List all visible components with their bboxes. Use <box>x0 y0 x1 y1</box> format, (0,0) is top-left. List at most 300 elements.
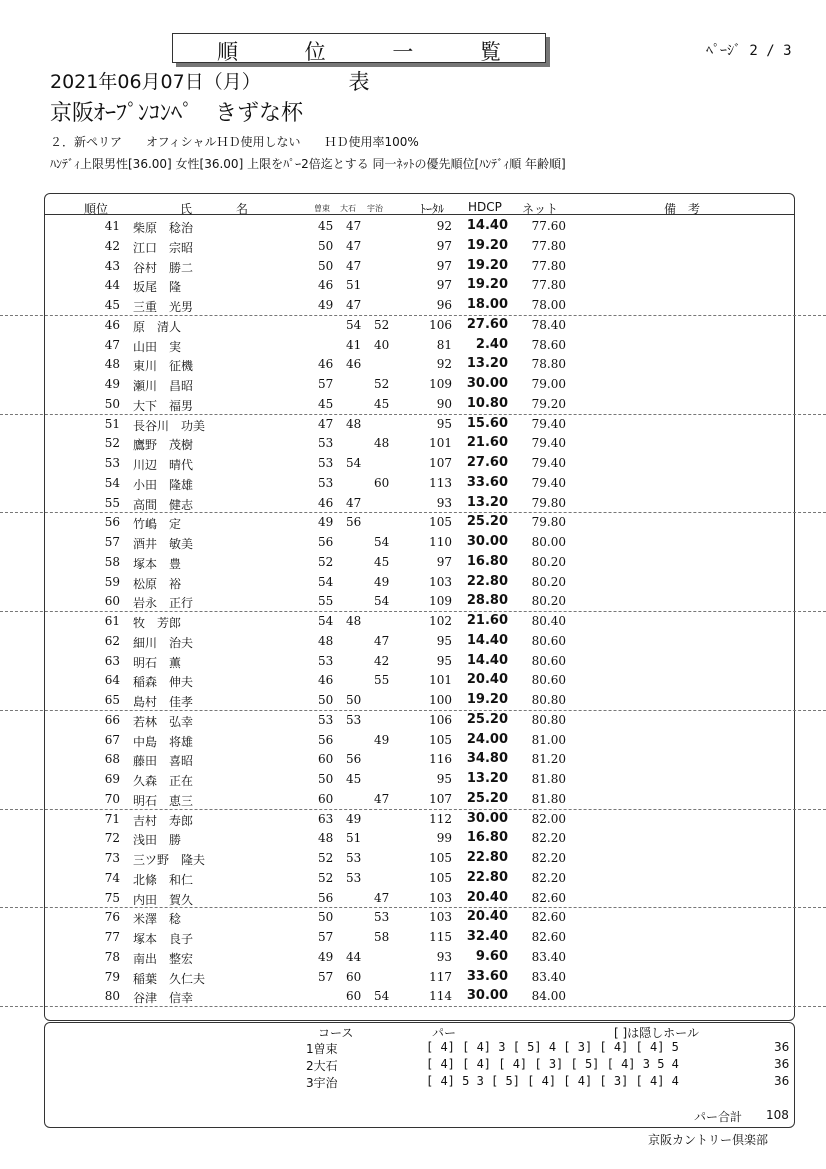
net-score: 82.20 <box>531 831 566 846</box>
course-3-score: 45 <box>374 396 390 411</box>
name-cell: 久森 正在 <box>133 774 194 788</box>
hdcp-value: 19.20 <box>466 692 508 707</box>
hdcp-value: 13.20 <box>466 771 508 786</box>
course-1-score: 46 <box>318 278 334 293</box>
table-row <box>0 927 826 947</box>
col-course-2: 大石 <box>340 204 356 213</box>
name-cell: 明石 恵三 <box>133 793 194 808</box>
col-hdcp: HDCP <box>468 200 502 214</box>
course-1-score: 46 <box>318 673 334 688</box>
total-score: 106 <box>429 712 452 727</box>
course-1-score: 54 <box>318 614 334 628</box>
course-3-score: 54 <box>374 989 390 1004</box>
course-2-score: 47 <box>346 258 362 273</box>
course-par-total: 36 <box>774 1057 790 1071</box>
hdcp-value: 20.40 <box>466 889 508 905</box>
net-score: 79.40 <box>531 436 566 451</box>
col-net: ネット <box>522 202 559 216</box>
course-1-score: 56 <box>318 890 334 905</box>
table-row <box>0 907 826 927</box>
rank-cell: 56 <box>104 515 120 530</box>
net-score: 77.80 <box>531 278 566 293</box>
name-cell: 坂尾 隆 <box>133 280 182 295</box>
name-cell: 北條 和仁 <box>133 872 194 887</box>
course-1-score: 52 <box>318 870 334 885</box>
table-row <box>0 631 826 651</box>
hdcp-value: 30.00 <box>466 376 508 391</box>
course-holes: [ 4] [ 4] 3 [ 5] 4 [ 3] [ 4] [ 4] 5 <box>426 1040 679 1054</box>
par-total-value: 108 <box>766 1108 789 1122</box>
name-cell: 南出 整宏 <box>133 951 194 966</box>
table-row <box>0 315 826 335</box>
table-row <box>0 552 826 572</box>
name-cell: 米澤 稔 <box>133 912 182 927</box>
table-row <box>0 670 826 690</box>
event-name: 京阪ｵｰﾌﾟﾝｺﾝﾍﾟ きずな杯 <box>50 101 304 126</box>
net-score: 80.60 <box>531 653 566 668</box>
page-title: 順 位 一 覧 表 <box>216 40 532 94</box>
course-1-score: 46 <box>318 357 334 372</box>
table-row <box>0 532 826 552</box>
table-row <box>0 828 826 848</box>
rank-cell: 80 <box>104 989 120 1004</box>
total-score: 93 <box>436 495 452 510</box>
course-1-score: 49 <box>318 515 334 530</box>
table-row <box>0 888 826 909</box>
net-score: 79.40 <box>531 456 566 470</box>
rank-cell: 44 <box>104 278 120 293</box>
total-score: 92 <box>436 357 452 372</box>
hdcp-value: 10.80 <box>466 395 508 411</box>
name-cell: 若林 弘幸 <box>133 714 194 729</box>
course-2-score: 60 <box>346 989 362 1004</box>
course-2-score: 45 <box>346 772 362 786</box>
col-name-1: 氏 <box>180 202 193 216</box>
hdcp-value: 25.20 <box>466 711 508 727</box>
hdcp-value: 13.20 <box>466 494 508 510</box>
net-score: 81.00 <box>531 732 566 747</box>
course-2-score: 47 <box>346 219 362 233</box>
course-3-score: 48 <box>374 436 390 451</box>
rank-cell: 49 <box>104 377 120 391</box>
total-score: 106 <box>429 317 452 332</box>
course-3-score: 55 <box>374 673 390 688</box>
total-score: 101 <box>429 673 452 688</box>
course-1-score: 53 <box>318 712 334 727</box>
course-3-score: 40 <box>374 337 390 352</box>
table-row <box>0 354 826 374</box>
name-cell: 浅田 勝 <box>133 833 182 848</box>
hdcp-value: 24.00 <box>466 731 508 747</box>
table-row <box>0 256 826 276</box>
col-course-3: 宇治 <box>367 204 383 213</box>
rank-cell: 55 <box>104 495 120 510</box>
page-number: ﾍﾟｰｼﾞ 2 / 3 <box>706 43 792 59</box>
name-cell: 大下 福男 <box>133 398 194 413</box>
hidden-hole-note: [ ]は隠しホール <box>614 1026 699 1040</box>
table-row <box>0 216 826 236</box>
total-score: 90 <box>436 396 452 411</box>
hdcp-value: 19.20 <box>466 237 508 253</box>
total-score: 96 <box>436 298 452 312</box>
net-score: 80.60 <box>531 673 566 688</box>
hdcp-value: 16.80 <box>466 830 508 846</box>
course-1-score: 50 <box>318 238 334 253</box>
name-cell: 江口 宗昭 <box>133 240 194 255</box>
net-score: 82.60 <box>531 910 566 925</box>
course-1-score: 57 <box>318 930 334 944</box>
total-score: 97 <box>436 258 452 273</box>
table-row <box>0 611 826 631</box>
name-cell: 東川 征機 <box>133 359 194 374</box>
name-cell: 中島 将雄 <box>133 734 194 749</box>
table-row <box>0 690 826 711</box>
net-score: 78.40 <box>531 317 566 332</box>
course-2-score: 60 <box>346 969 362 984</box>
total-score: 97 <box>436 554 452 569</box>
rank-cell: 72 <box>104 831 120 846</box>
course-1-score: 53 <box>318 456 334 470</box>
course-1-score: 50 <box>318 693 334 707</box>
total-score: 102 <box>429 614 452 628</box>
course-1-score: 54 <box>318 574 334 589</box>
total-score: 109 <box>429 377 452 391</box>
course-3-score: 58 <box>374 930 390 944</box>
course-2-score: 56 <box>346 515 362 530</box>
course-2-score: 47 <box>346 495 362 510</box>
course-label: コース <box>318 1026 354 1040</box>
total-score: 112 <box>429 811 452 826</box>
net-score: 81.80 <box>531 791 566 806</box>
net-score: 79.00 <box>531 377 566 391</box>
table-row <box>0 493 826 514</box>
course-3-score: 47 <box>374 791 390 806</box>
net-score: 79.80 <box>531 495 566 510</box>
hdcp-value: 30.00 <box>466 810 508 826</box>
course-1-score: 48 <box>318 633 334 648</box>
hdcp-value: 14.40 <box>466 652 508 668</box>
rank-cell: 63 <box>104 653 120 668</box>
table-row <box>0 394 826 415</box>
rank-cell: 76 <box>104 910 120 925</box>
course-1-score: 53 <box>318 475 334 490</box>
name-cell: 内田 賀久 <box>133 892 194 907</box>
course-3-score: 52 <box>374 377 390 391</box>
course-1-score: 56 <box>318 535 334 549</box>
course-2-score: 47 <box>346 238 362 253</box>
rank-cell: 69 <box>104 772 120 786</box>
table-row <box>0 730 826 750</box>
total-score: 105 <box>429 851 452 865</box>
name-cell: 三ツ野 隆夫 <box>133 853 206 867</box>
net-score: 80.20 <box>531 554 566 569</box>
rank-cell: 64 <box>104 673 120 688</box>
name-cell: 谷津 信幸 <box>133 991 194 1006</box>
rank-cell: 61 <box>104 614 120 628</box>
name-cell: 吉村 寿郎 <box>133 813 194 828</box>
course-1-score: 45 <box>318 396 334 411</box>
course-1-score: 60 <box>318 752 334 767</box>
course-par-total: 36 <box>774 1040 790 1054</box>
col-total: ﾄｰﾀﾙ <box>420 202 445 216</box>
rank-cell: 67 <box>104 732 120 747</box>
hdcp-value: 25.20 <box>466 514 508 530</box>
name-cell: 明石 薫 <box>133 655 182 670</box>
hdcp-value: 22.80 <box>466 850 508 865</box>
course-1-score: 52 <box>318 554 334 569</box>
name-cell: 稲葉 久仁夫 <box>133 971 206 986</box>
course-3-score: 42 <box>374 653 390 668</box>
club-name: 京阪カントリー倶楽部 <box>648 1133 769 1147</box>
name-cell: 塚本 豊 <box>133 556 182 571</box>
name-cell: 小田 隆雄 <box>133 477 194 492</box>
course-2-score: 56 <box>346 752 362 767</box>
table-row <box>0 651 826 671</box>
hdcp-value: 18.00 <box>466 297 508 312</box>
course-1-score: 60 <box>318 791 334 806</box>
total-score: 81 <box>436 337 452 352</box>
net-score: 79.40 <box>531 416 566 431</box>
course-1-score: 50 <box>318 772 334 786</box>
table-row <box>0 236 826 256</box>
rank-cell: 68 <box>104 752 120 767</box>
total-score: 115 <box>429 930 452 944</box>
course-2-score: 53 <box>346 851 362 865</box>
rank-cell: 74 <box>104 870 120 885</box>
course-1-score: 53 <box>318 436 334 451</box>
name-cell: 鷹野 茂樹 <box>133 438 194 453</box>
total-score: 116 <box>429 752 452 767</box>
total-score: 105 <box>429 732 452 747</box>
total-score: 95 <box>436 653 452 668</box>
col-rank: 順位 <box>84 202 109 216</box>
course-2-score: 53 <box>346 712 362 727</box>
hdcp-value: 15.60 <box>466 415 508 431</box>
net-score: 77.80 <box>531 258 566 273</box>
col-remarks: 備 考 <box>664 202 701 216</box>
course-2-score: 53 <box>346 870 362 885</box>
course-1-score: 47 <box>318 416 334 431</box>
net-score: 82.20 <box>531 851 566 865</box>
name-cell: 三重 光男 <box>133 300 194 314</box>
course-3-score: 47 <box>374 890 390 905</box>
total-score: 103 <box>429 910 452 925</box>
rank-cell: 45 <box>104 298 120 312</box>
course-1-score: 53 <box>318 653 334 668</box>
rank-cell: 46 <box>104 317 120 332</box>
course-2-score: 51 <box>346 278 362 293</box>
course-2-score: 41 <box>346 337 362 352</box>
hdcp-value: 21.60 <box>466 435 508 451</box>
net-score: 80.40 <box>531 614 566 628</box>
name-cell: 川辺 晴代 <box>133 458 194 472</box>
hdcp-value: 27.60 <box>466 455 508 470</box>
hdcp-value: 13.20 <box>466 356 508 372</box>
course-3-score: 53 <box>374 910 390 925</box>
net-score: 78.60 <box>531 337 566 352</box>
course-par-total: 36 <box>774 1074 790 1088</box>
name-cell: 柴原 稔治 <box>133 221 194 235</box>
course-1-score: 50 <box>318 258 334 273</box>
rank-cell: 58 <box>104 554 120 569</box>
header-divider <box>44 214 795 215</box>
hdcp-value: 19.20 <box>466 257 508 273</box>
net-score: 83.40 <box>531 969 566 984</box>
course-holes: [ 4] 5 3 [ 5] [ 4] [ 4] [ 3] [ 4] 4 <box>426 1074 679 1088</box>
net-score: 82.00 <box>531 811 566 826</box>
total-score: 117 <box>429 969 452 984</box>
course-2-score: 49 <box>346 811 362 826</box>
table-row <box>0 848 826 868</box>
table-row <box>0 591 826 612</box>
rank-cell: 73 <box>104 851 120 865</box>
total-score: 113 <box>429 475 452 490</box>
table-row <box>0 986 826 1007</box>
total-score: 110 <box>429 535 452 549</box>
hdcp-value: 30.00 <box>466 534 508 549</box>
hdcp-value: 28.80 <box>466 593 508 609</box>
net-score: 77.60 <box>531 219 566 233</box>
rank-cell: 51 <box>104 416 120 431</box>
total-score: 103 <box>429 890 452 905</box>
net-score: 80.20 <box>531 574 566 589</box>
course-3-score: 47 <box>374 633 390 648</box>
net-score: 78.80 <box>531 357 566 372</box>
hdcp-value: 34.80 <box>466 751 508 767</box>
net-score: 77.80 <box>531 238 566 253</box>
course-2-score: 48 <box>346 416 362 431</box>
table-row <box>0 769 826 789</box>
course-2-score: 50 <box>346 693 362 707</box>
net-score: 80.60 <box>531 633 566 648</box>
course-2-score: 46 <box>346 357 362 372</box>
course-1-score: 57 <box>318 377 334 391</box>
handicap-rules: ﾊﾝﾃﾞｨ上限男性[36.00] 女性[36.00] 上限をﾊﾟｰ2倍迄とする 同一ﾈｯﾄの優先順位[ﾊﾝﾃﾞｨ順 年齢順] <box>50 157 566 171</box>
net-score: 82.60 <box>531 930 566 944</box>
table-row <box>0 335 826 355</box>
hdcp-value: 32.40 <box>466 929 508 944</box>
rank-cell: 53 <box>104 456 120 470</box>
course-name: 2大石 <box>306 1059 338 1073</box>
name-cell: 塚本 良子 <box>133 932 194 946</box>
course-name: 3宇治 <box>306 1076 338 1090</box>
name-cell: 酒井 敏美 <box>133 537 194 551</box>
course-3-score: 54 <box>374 535 390 549</box>
rank-cell: 47 <box>104 337 120 352</box>
total-score: 105 <box>429 870 452 885</box>
par-label: パー <box>432 1026 457 1040</box>
total-score: 107 <box>429 456 452 470</box>
total-score: 107 <box>429 791 452 806</box>
total-score: 95 <box>436 416 452 431</box>
course-3-score: 60 <box>374 475 390 490</box>
table-row <box>0 295 826 316</box>
course-3-score: 52 <box>374 317 390 332</box>
course-1-score: 63 <box>318 811 334 826</box>
rank-cell: 50 <box>104 396 120 411</box>
net-score: 79.20 <box>531 396 566 411</box>
course-2-score: 48 <box>346 614 362 628</box>
course-1-score: 52 <box>318 851 334 865</box>
hdcp-value: 25.20 <box>466 790 508 806</box>
total-score: 100 <box>429 693 452 707</box>
course-3-score: 49 <box>374 732 390 747</box>
rank-cell: 79 <box>104 969 120 984</box>
table-row <box>0 374 826 394</box>
net-score: 81.20 <box>531 752 566 767</box>
total-score: 97 <box>436 278 452 293</box>
course-1-score: 57 <box>318 969 334 984</box>
hdcp-value: 30.00 <box>466 988 508 1004</box>
total-score: 109 <box>429 594 452 609</box>
rank-cell: 48 <box>104 357 120 372</box>
net-score: 82.20 <box>531 870 566 885</box>
rank-cell: 62 <box>104 633 120 648</box>
col-name-2: 名 <box>236 202 249 216</box>
hdcp-value: 33.60 <box>466 474 508 490</box>
rank-cell: 41 <box>104 219 120 233</box>
total-score: 93 <box>436 949 452 964</box>
course-1-score: 45 <box>318 219 334 233</box>
table-row <box>0 453 826 473</box>
hdcp-value: 22.80 <box>466 573 508 589</box>
table-row <box>0 275 826 295</box>
rank-cell: 77 <box>104 930 120 944</box>
rank-cell: 52 <box>104 436 120 451</box>
rank-cell: 57 <box>104 535 120 549</box>
table-row <box>0 789 826 810</box>
table-row <box>0 710 826 730</box>
rank-cell: 75 <box>104 890 120 905</box>
name-cell: 高間 健志 <box>133 497 194 512</box>
course-1-score: 49 <box>318 949 334 964</box>
table-row <box>0 967 826 987</box>
rank-cell: 60 <box>104 594 120 609</box>
name-cell: 細川 治夫 <box>133 635 194 650</box>
net-score: 80.00 <box>531 535 566 549</box>
net-score: 78.00 <box>531 298 566 312</box>
total-score: 114 <box>429 989 452 1004</box>
course-1-score: 55 <box>318 594 334 609</box>
event-date: 2021年06月07日（月） <box>50 71 261 93</box>
hdcp-value: 21.60 <box>466 613 508 628</box>
total-score: 97 <box>436 238 452 253</box>
rank-cell: 54 <box>104 475 120 490</box>
table-row <box>0 512 826 532</box>
table-row <box>0 868 826 888</box>
course-2-score: 44 <box>346 949 362 964</box>
rank-cell: 66 <box>104 712 120 727</box>
net-score: 83.40 <box>531 949 566 964</box>
net-score: 79.40 <box>531 475 566 490</box>
rank-cell: 78 <box>104 949 120 964</box>
course-3-score: 49 <box>374 574 390 589</box>
net-score: 80.80 <box>531 693 566 707</box>
name-cell: 竹嶋 定 <box>133 517 182 532</box>
hdcp-value: 33.60 <box>466 968 508 984</box>
hdcp-value: 9.60 <box>475 948 508 964</box>
par-total-label: パー合計 <box>694 1110 743 1124</box>
net-score: 81.80 <box>531 772 566 786</box>
name-cell: 藤田 喜昭 <box>133 754 194 769</box>
course-3-score: 45 <box>374 554 390 569</box>
col-course-1: 曽束 <box>314 204 330 213</box>
name-cell: 島村 佳孝 <box>133 695 194 709</box>
hdcp-value: 2.40 <box>475 336 508 352</box>
name-cell: 松原 裕 <box>133 576 182 591</box>
hdcp-value: 22.80 <box>466 869 508 885</box>
course-2-score: 47 <box>346 298 362 312</box>
